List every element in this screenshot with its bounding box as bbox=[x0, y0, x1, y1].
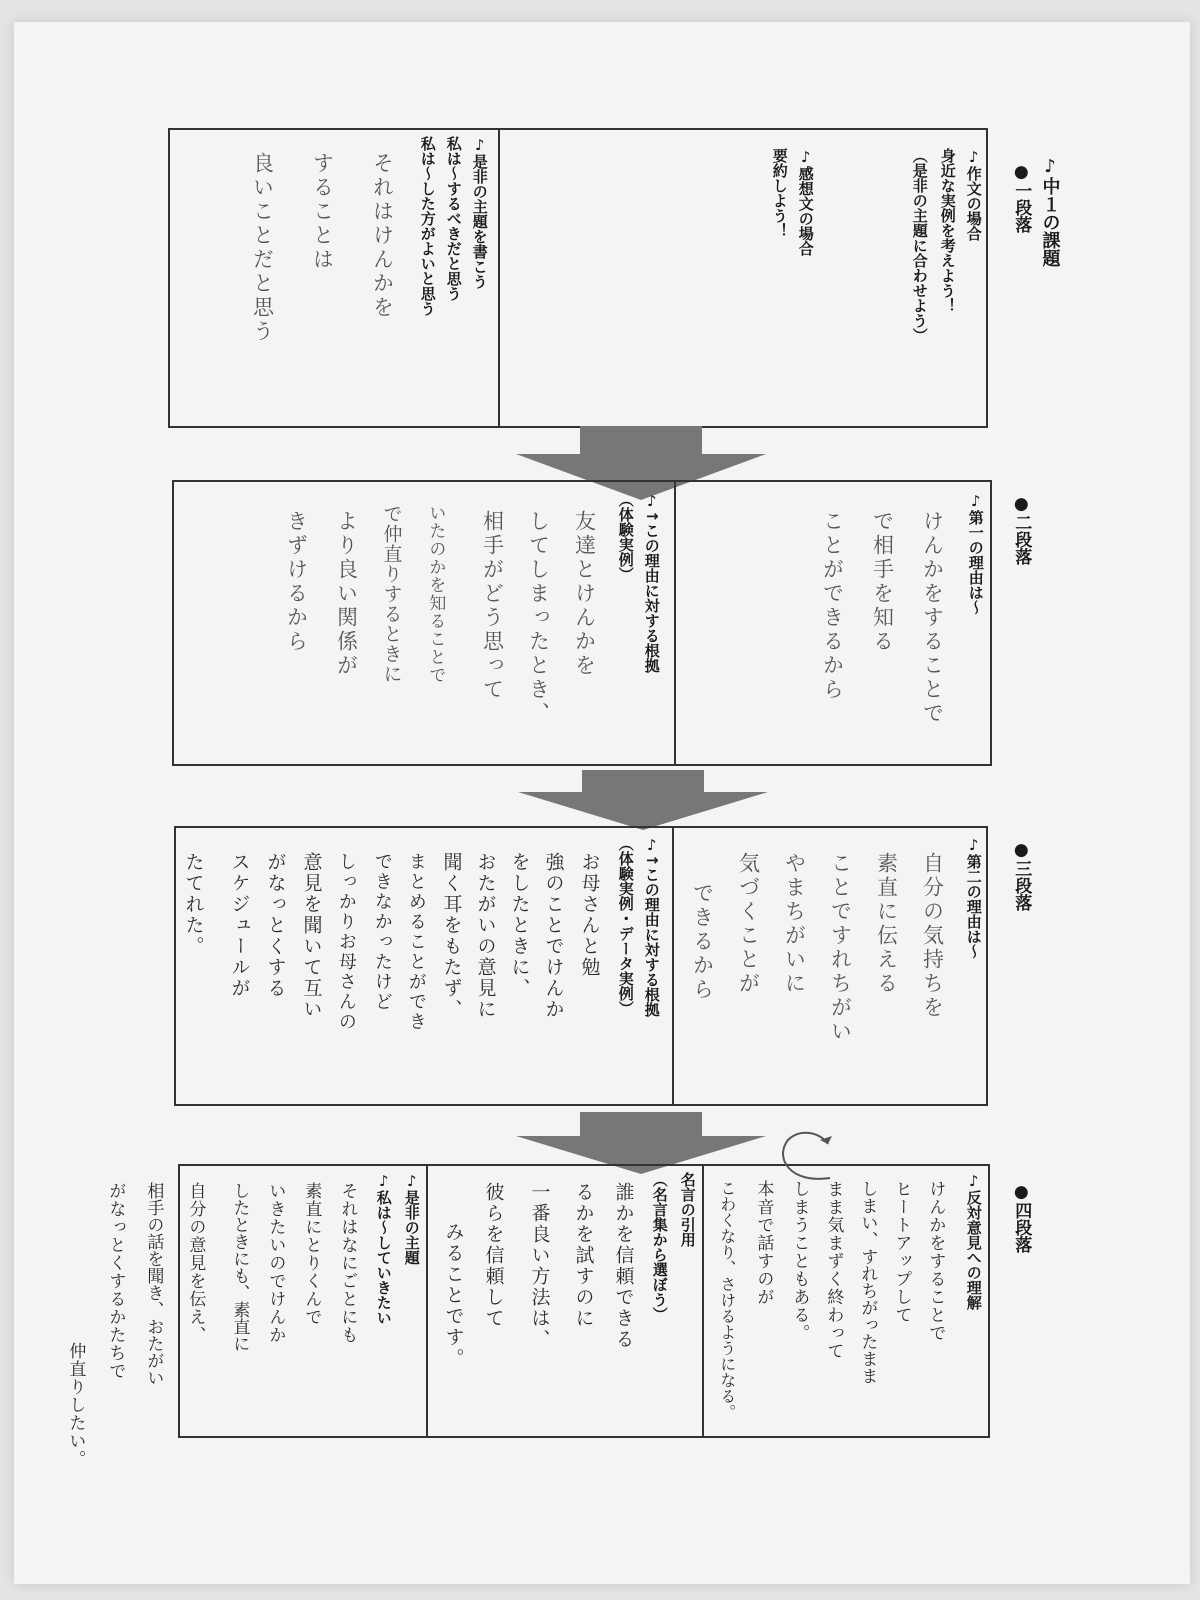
s3-basis-line-4: おたがいの意見に bbox=[474, 852, 497, 1020]
review-line-1: 要約しよう！ bbox=[770, 148, 789, 238]
section-1-box bbox=[168, 128, 988, 428]
quote-line-1: 誰かを信頼できる bbox=[612, 1182, 635, 1350]
section-3-divider bbox=[672, 828, 674, 1104]
theme-heading: ♪是非の主題を書こう bbox=[470, 136, 489, 289]
review-heading: ♪感想文の場合 bbox=[796, 148, 815, 256]
counter-line-1: けんかをすることで bbox=[925, 1180, 946, 1342]
s2-basis-line-7: きずけるから bbox=[284, 510, 309, 654]
s3-reason-line-3: ことですれちがい bbox=[828, 852, 853, 1044]
s3-reason-line-6: できるから bbox=[690, 882, 715, 1002]
s4-theme-line-7: がなっとくするかたちで bbox=[105, 1182, 126, 1380]
s3-basis-line-1: お母さんと勉 bbox=[578, 852, 601, 978]
curved-arrow-mark bbox=[770, 1128, 840, 1188]
s2-basis-line-1: 友達とけんかを bbox=[572, 510, 597, 678]
section-4-divider-b bbox=[426, 1166, 428, 1436]
s2-basis-sub: （体験実例） bbox=[616, 492, 635, 582]
counter-line-4: まま気まずく終わって bbox=[823, 1180, 844, 1360]
s4-theme-sub: ♪私は〜していきたい bbox=[374, 1172, 393, 1325]
s4-theme-line-6: 相手の話を聞き、おたがい bbox=[143, 1182, 164, 1386]
counter-heading: ♪反対意見への理解 bbox=[964, 1172, 983, 1310]
s2-basis-line-4: いたのかを知ることで bbox=[425, 504, 446, 684]
arrow-down-2 bbox=[518, 770, 768, 830]
counter-line-7: こわくなり、さけるようになる。 bbox=[717, 1180, 737, 1420]
section-4-divider-a bbox=[702, 1166, 704, 1436]
s4-theme-line-4: したときにも、素直に bbox=[229, 1182, 250, 1352]
section-4-heading: ●四段落 bbox=[1011, 1182, 1032, 1253]
section-1-heading: ●一段落 bbox=[1011, 162, 1032, 233]
section-2-divider bbox=[674, 482, 676, 764]
essay-line-1: 身近な実例を考えよう！ bbox=[938, 148, 957, 313]
handwritten-s1-line-2: することは bbox=[310, 152, 335, 272]
s3-basis-heading: ♪↑この理由に対する根拠 bbox=[642, 836, 661, 1017]
s4-theme-line-2: 素直にとりくんで bbox=[301, 1182, 322, 1326]
essay-heading: ♪作文の場合 bbox=[964, 148, 983, 241]
s2-basis-line-5: で仲直りするときに bbox=[380, 504, 403, 684]
handwritten-s1-line-1: それはけんかを bbox=[370, 152, 395, 320]
section-3-heading: ●三段落 bbox=[1011, 840, 1032, 911]
s2-basis-line-2: してしまったとき、 bbox=[526, 510, 551, 726]
s3-basis-line-12: たてれた。 bbox=[182, 852, 205, 957]
s3-reason-line-5: 気づくことが bbox=[736, 852, 761, 996]
section-1-divider bbox=[498, 130, 500, 426]
s3-reason-line-2: 素直に伝える bbox=[874, 852, 899, 996]
s2-reason-line-1: けんかをすることで bbox=[920, 510, 945, 726]
s2-basis-line-6: より良い関係が bbox=[334, 510, 359, 678]
section-2-heading: ●二段落 bbox=[1011, 494, 1032, 565]
s3-reason-line-4: やまちがいに bbox=[782, 852, 807, 996]
s3-basis-line-8: しっかりお母さんの bbox=[335, 852, 357, 1032]
s3-basis-line-9: 意見を聞いて互い bbox=[300, 852, 323, 1020]
s3-basis-line-2: 強のことでけんか bbox=[542, 852, 565, 1020]
counter-line-5: しまうこともある。 bbox=[789, 1180, 810, 1342]
worksheet-title: ♪中１の課題 bbox=[1039, 156, 1061, 267]
s3-basis-line-11: スケジュールが bbox=[228, 852, 251, 999]
s3-basis-line-10: がなっとくする bbox=[264, 852, 287, 999]
theme-line-1: 私は〜するべきだと思う bbox=[444, 136, 463, 301]
s4-theme-heading: ♪是非の主題 bbox=[402, 1172, 421, 1265]
s4-theme-line-5: 自分の意見を伝え、 bbox=[185, 1182, 206, 1344]
theme-line-2: 私は〜した方がよいと思う bbox=[418, 136, 437, 316]
s2-basis-line-3: 相手がどう思って bbox=[480, 510, 505, 702]
s2-reason-heading: ♪第一の理由は〜 bbox=[966, 492, 985, 615]
s3-basis-sub: （体験実例・データ実例） bbox=[616, 836, 635, 1016]
s2-reason-line-2: で相手を知る bbox=[870, 510, 895, 654]
worksheet-paper bbox=[14, 22, 1190, 1584]
s4-theme-line-3: いきたいのでけんか bbox=[265, 1182, 286, 1344]
quote-line-3: 一番良い方法は、 bbox=[528, 1182, 551, 1350]
quote-sub: （名言集から選ぼう） bbox=[650, 1172, 669, 1322]
s3-basis-line-6: まとめることができ bbox=[405, 852, 427, 1032]
counter-line-6: 本音で話すのが bbox=[753, 1180, 774, 1306]
s3-reason-line-1: 自分の気持ちを bbox=[920, 852, 945, 1020]
s3-basis-line-7: できなかったけど bbox=[371, 852, 393, 1012]
quote-line-2: るかを試すのに bbox=[572, 1182, 595, 1329]
s3-reason-heading: ♪第二の理由は〜 bbox=[964, 836, 983, 959]
s4-theme-line-1: それはなにごとにも bbox=[337, 1182, 358, 1344]
quote-line-5: みることです。 bbox=[442, 1222, 465, 1369]
counter-line-2: ヒートアップして bbox=[891, 1180, 912, 1324]
s3-basis-line-3: をしたときに、 bbox=[508, 852, 531, 999]
s2-basis-heading: ♪↑この理由に対する根拠 bbox=[642, 492, 661, 673]
essay-line-2: （是非の主題に合わせよう） bbox=[910, 148, 929, 343]
s4-theme-line-8: 仲直りしたい。 bbox=[65, 1342, 86, 1468]
s3-basis-line-5: 聞く耳をもたず、 bbox=[440, 852, 463, 1020]
quote-line-4: 彼らを信頼して bbox=[482, 1182, 505, 1329]
counter-line-3: しまい、すれちがったまま bbox=[857, 1180, 878, 1384]
handwritten-s1-line-3: 良いことだと思う bbox=[250, 152, 275, 344]
quote-heading: 名言の引用 bbox=[678, 1172, 697, 1247]
s2-reason-line-3: ことができるから bbox=[820, 510, 845, 702]
